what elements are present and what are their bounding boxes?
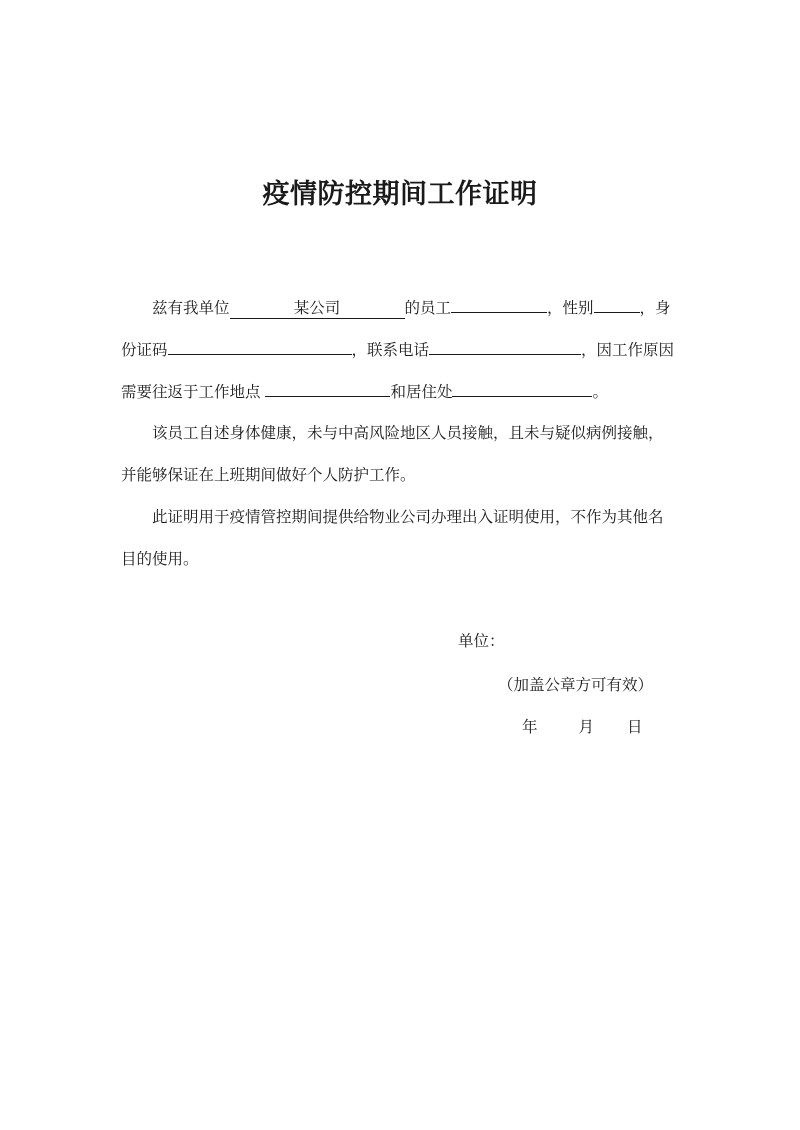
- year-label: 年: [522, 718, 538, 736]
- id-number-field[interactable]: [168, 334, 352, 355]
- text-segment: 兹有我单位: [152, 299, 230, 317]
- unit-label: 单位：: [458, 632, 505, 650]
- para2-line2: 并能够保证在上班期间做好个人防护工作。: [121, 466, 416, 484]
- stamp-note: （加盖公章方可有效）: [498, 676, 654, 694]
- text-segment: ，性别: [547, 299, 594, 317]
- employee-name-field[interactable]: [451, 292, 547, 313]
- phone-field[interactable]: [429, 334, 581, 355]
- day-label: 日: [627, 718, 643, 736]
- company-field[interactable]: [230, 298, 405, 319]
- month-label: 月: [578, 718, 595, 736]
- text-segment: ，联系电话: [351, 341, 430, 359]
- text-segment: 。: [592, 383, 608, 401]
- text-segment: ，身: [639, 299, 671, 317]
- gender-field[interactable]: [594, 292, 640, 313]
- para1-line3: [121, 376, 681, 406]
- company-name: 某公司: [293, 299, 341, 317]
- text-segment: 需要往返于工作地点: [121, 383, 261, 401]
- para2-line1: 该员工自述身体健康，未与中高风险地区人员接触，且未与疑似病例接触，: [152, 424, 664, 442]
- para3-line2: 目的使用。: [121, 550, 199, 568]
- date-line: [522, 714, 643, 740]
- text-segment: 的员工: [404, 299, 452, 317]
- document-title: 疫情防控期间工作证明: [262, 179, 538, 210]
- para3-line1: 此证明用于疫情管控期间提供给物业公司办理出入证明使用，不作为其他名: [152, 508, 664, 526]
- para1-line2: [121, 334, 681, 364]
- para1-line1: [152, 292, 712, 322]
- work-location-field[interactable]: [265, 376, 390, 397]
- text-segment: 份证码: [121, 341, 168, 359]
- text-segment: 和居住处: [390, 383, 453, 401]
- residence-field[interactable]: [452, 376, 592, 397]
- text-segment: ，因工作原因: [581, 341, 675, 359]
